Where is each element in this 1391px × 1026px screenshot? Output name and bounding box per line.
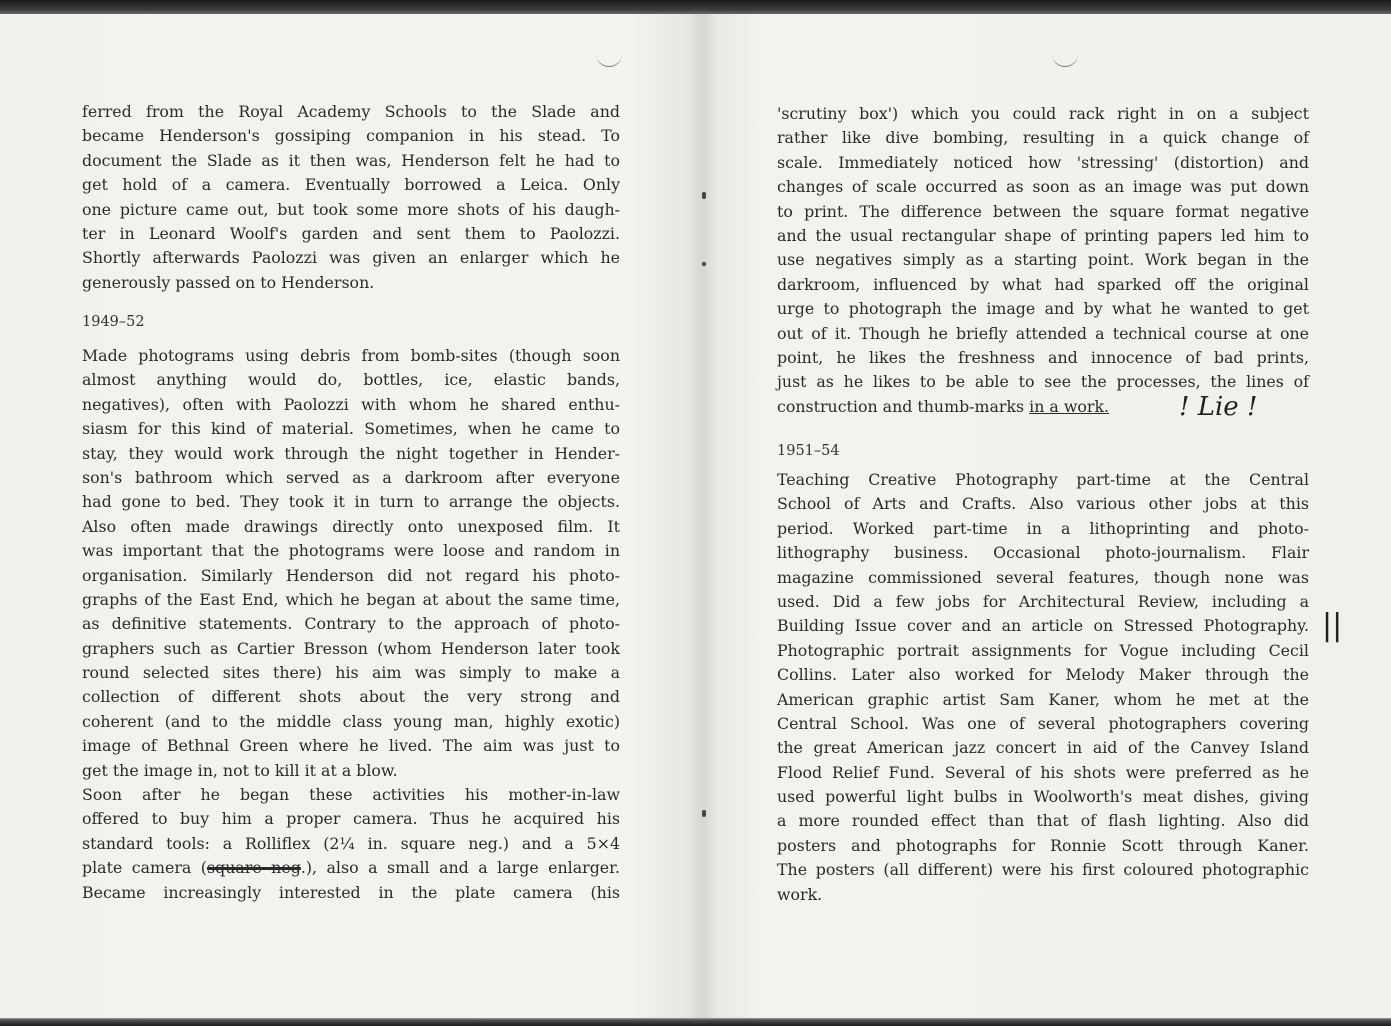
text-line: Became increasingly interested in the plate camera (his <box>82 882 620 902</box>
text-line: Teaching Creative Photography part-time at the Central <box>777 470 1309 489</box>
text-line: a more rounded effect than that of flash lighting. Also did <box>777 811 1309 831</box>
text-fragment: construction and thumb-marks <box>777 396 1030 416</box>
text-line <box>777 395 1137 419</box>
text-line: used. Did a few jobs for Architectural Review, including a <box>777 591 1309 611</box>
text-line: changes of scale occurred as soon as an image was put down <box>777 177 1309 197</box>
text-line: American graphic artist Sam Kaner, whom he met at the <box>777 689 1309 709</box>
text-line: and the usual rectangular shape of printing papers led him to <box>777 225 1309 245</box>
text-fragment: plate camera ( <box>82 858 207 878</box>
text-line: get the image in, not to kill it at a blow. <box>82 760 398 780</box>
text-line: Photographic portrait assignments for Vogue including Cecil <box>777 640 1309 660</box>
text-line: Collins. Later also worked for Melody Maker through the <box>777 665 1309 685</box>
text-line: ferred from the Royal Academy Schools to the Slade and <box>82 102 620 121</box>
text-line: had gone to bed. They took it in turn to arrange the objects. <box>82 492 620 512</box>
binding-hole-left <box>596 52 622 67</box>
text-line: image of Bethnal Green where he lived. The aim was just to <box>82 736 620 756</box>
text-line: to print. The difference between the square format negative <box>777 201 1309 221</box>
text-line: standard tools: a Rolliflex (2¼ in. square neg.) and a 5×4 <box>82 833 620 853</box>
text-line: coherent (and to the middle class young man, highly exotic) <box>82 711 620 731</box>
text-line: magazine commissioned several features, though none was <box>777 567 1309 587</box>
text-line: use negatives simply as a starting point. Work began in the <box>777 250 1309 270</box>
text-line: son's bathroom which served as a darkroom after everyone <box>82 467 620 487</box>
text-line: became Henderson's gossiping companion in his stead. To <box>82 126 620 146</box>
text-line: as definitive statements. Contrary to the approach of photo- <box>82 614 620 634</box>
text-line: 'scrutiny box') which you could rack right in on a subject <box>777 104 1309 123</box>
right-paragraph-2 <box>777 468 1309 907</box>
text-line: the great American jazz concert in aid of the Canvey Island <box>777 738 1309 758</box>
text-line: work. <box>777 884 823 904</box>
text-line: Building Issue cover and an article on Stressed Photography. <box>777 616 1309 636</box>
text-line: collection of different shots about the very strong and <box>82 687 620 707</box>
book-gutter <box>688 14 718 1018</box>
text-line: period. Worked part-time in a lithoprinting and photo- <box>777 518 1309 538</box>
text-line: Soon after he began these activities his mother-in-law <box>82 785 620 804</box>
text-line: just as he likes to be able to see the processes, the lines of <box>777 372 1309 392</box>
text-line: lithography business. Occasional photo-journalism. Flair <box>777 543 1309 563</box>
text-line: urge to photograph the image and by what he wanted to get <box>777 299 1309 319</box>
text-line: ter in Leonard Woolf's garden and sent them to Paolozzi. <box>82 223 620 243</box>
section-heading-1951-54: 1951–54 <box>777 443 840 459</box>
text-line: point, he likes the freshness and innocence of bad prints, <box>777 347 1309 367</box>
left-paragraph-2 <box>82 344 620 783</box>
underlined-text: in a work. <box>1029 396 1110 416</box>
binding-mark <box>702 192 706 199</box>
text-line: Shortly afterwards Paolozzi was given an enlarger which he <box>82 248 620 268</box>
text-line: Also often made drawings directly onto unexposed film. It <box>82 516 620 536</box>
text-line: darkroom, influenced by what had sparked off the original <box>777 274 1309 294</box>
struck-text: square neg <box>206 858 301 878</box>
text-line: out of it. Though he briefly attended a technical course at one <box>777 323 1309 343</box>
handwritten-note: ! Lie ! <box>1179 392 1258 422</box>
text-line: posters and photographs for Ronnie Scott through Kaner. <box>777 835 1309 855</box>
text-line: offered to buy him a proper camera. Thus he acquired his <box>82 809 620 829</box>
text-line: negatives), often with Paolozzi with whom he shared enthu- <box>82 394 620 414</box>
scan-top-edge <box>0 0 1391 14</box>
binding-mark <box>702 262 706 266</box>
binding-hole-right <box>1052 52 1078 67</box>
text-line: used powerful light bulbs in Woolworth's meat dishes, giving <box>777 787 1309 807</box>
margin-mark: || <box>1322 608 1343 643</box>
text-line <box>82 856 620 880</box>
binding-mark <box>702 810 706 817</box>
text-line: siasm for this kind of material. Sometimes, when he came to <box>82 419 620 439</box>
text-fragment: .), also a small and a large enlarger. <box>300 858 620 878</box>
text-line: organisation. Similarly Henderson did not regard his photo- <box>82 565 620 585</box>
text-line: Made photograms using debris from bomb-sites (though soon <box>82 346 620 365</box>
text-line: Flood Relief Fund. Several of his shots were preferred as he <box>777 762 1309 782</box>
scan-bottom-edge <box>0 1018 1391 1026</box>
text-line: almost anything would do, bottles, ice, elastic bands, <box>82 370 620 390</box>
text-line: round selected sites there) his aim was simply to make a <box>82 663 620 683</box>
left-paragraph-3 <box>82 783 620 905</box>
text-line: generously passed on to Henderson. <box>82 272 375 292</box>
text-line: rather like dive bombing, resulting in a quick change of <box>777 128 1309 148</box>
text-line: stay, they would work through the night together in Hender- <box>82 443 620 463</box>
text-line: document the Slade as it then was, Henderson felt he had to <box>82 150 620 170</box>
text-line: was important that the photograms were loose and random in <box>82 541 620 561</box>
text-line: Central School. Was one of several photographers covering <box>777 713 1309 733</box>
left-paragraph-1 <box>82 100 620 295</box>
text-line: School of Arts and Crafts. Also various other jobs at this <box>777 494 1309 514</box>
text-line: graphs of the East End, which he began at about the same time, <box>82 589 620 609</box>
text-line: The posters (all different) were his first coloured photographic <box>777 860 1309 880</box>
section-heading-1949-52: 1949–52 <box>82 314 145 330</box>
text-line: graphers such as Cartier Bresson (whom Henderson later took <box>82 638 620 658</box>
text-line: one picture came out, but took some more shots of his daugh- <box>82 199 620 219</box>
right-paragraph-1 <box>777 102 1309 419</box>
text-line: scale. Immediately noticed how 'stressing' (distortion) and <box>777 152 1309 172</box>
text-line: get hold of a camera. Eventually borrowed a Leica. Only <box>82 175 620 195</box>
